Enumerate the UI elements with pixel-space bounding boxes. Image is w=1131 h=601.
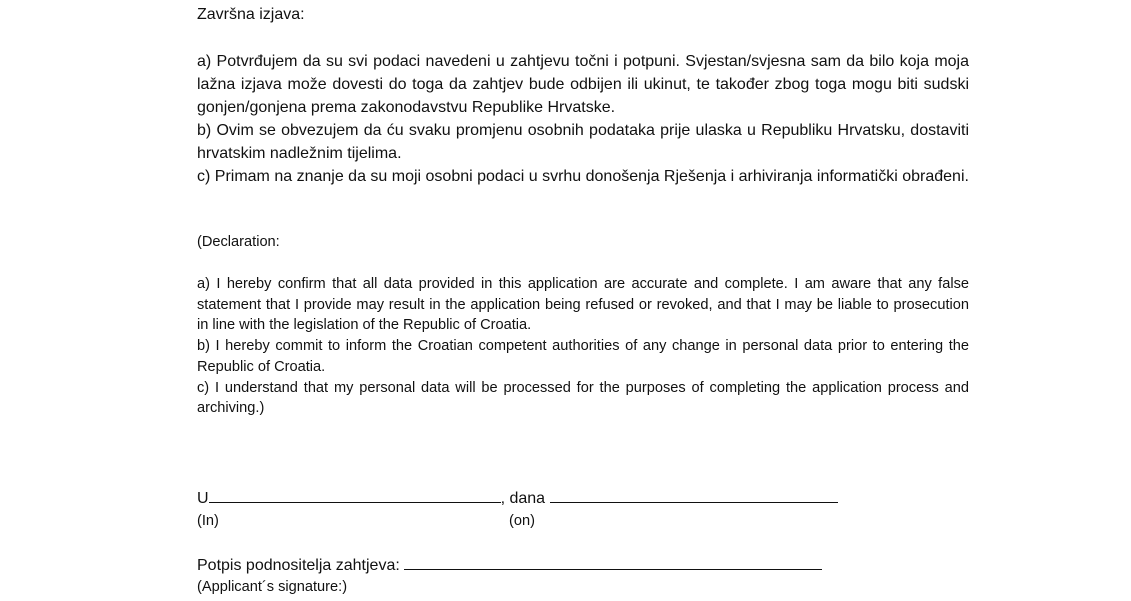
croatian-paragraph-c: c) Primam na znanje da su moji osobni podaci u svrhu donošenja Rješenja i arhiviranja informatički obrađeni.	[197, 168, 969, 185]
signature-input-line[interactable]	[404, 555, 822, 570]
croatian-declaration-body	[197, 50, 969, 188]
english-paragraph-a: a) I hereby confirm that all data provided in this application are accurate and complete. I am aware that any false statement that I provide may result in the application being refused or revoked, and that I may be liable to prosecution in line with the legislation of the Republic of Croatia.	[197, 276, 969, 334]
english-declaration-title: (Declaration:	[197, 234, 280, 250]
date-input-line[interactable]	[550, 488, 838, 503]
english-declaration-body	[197, 274, 969, 419]
croatian-paragraph-a: a) Potvrđujem da su svi podaci navedeni u zahtjevu točni i potpuni. Svjestan/svjesna sam da bilo koja moja lažna izjava može dovesti do toga da zahtjev bude odbijen ili ukinut, te također zbog toga mogu biti sudski gonjen/gonjena prema zakonodavstvu Republike Hrvatske.	[197, 53, 969, 116]
croatian-paragraph-b: b) Ovim se obvezujem da ću svaku promjenu osobnih podataka prije ulaska u Republiku Hrvatsku, dostaviti hrvatskim nadležnim tijelima.	[197, 122, 969, 162]
signature-sublabel: (Applicant´s signature:)	[197, 579, 348, 595]
date-label: , dana	[500, 490, 546, 507]
place-sublabel: (In)	[197, 513, 219, 529]
place-label: U	[197, 490, 209, 507]
croatian-declaration-title: Završna izjava:	[197, 6, 305, 23]
date-sublabel: (on)	[509, 513, 535, 529]
place-date-row	[197, 488, 838, 509]
signature-label: Potpis podnositelja zahtjeva:	[197, 557, 400, 574]
english-paragraph-b: b) I hereby commit to inform the Croatian competent authorities of any change in personal data prior to entering the Republic of Croatia.	[197, 338, 969, 375]
place-input-line[interactable]	[209, 488, 501, 503]
english-paragraph-c: c) I understand that my personal data will be processed for the purposes of completing the application process and archiving.)	[197, 379, 969, 417]
signature-row	[197, 555, 822, 576]
